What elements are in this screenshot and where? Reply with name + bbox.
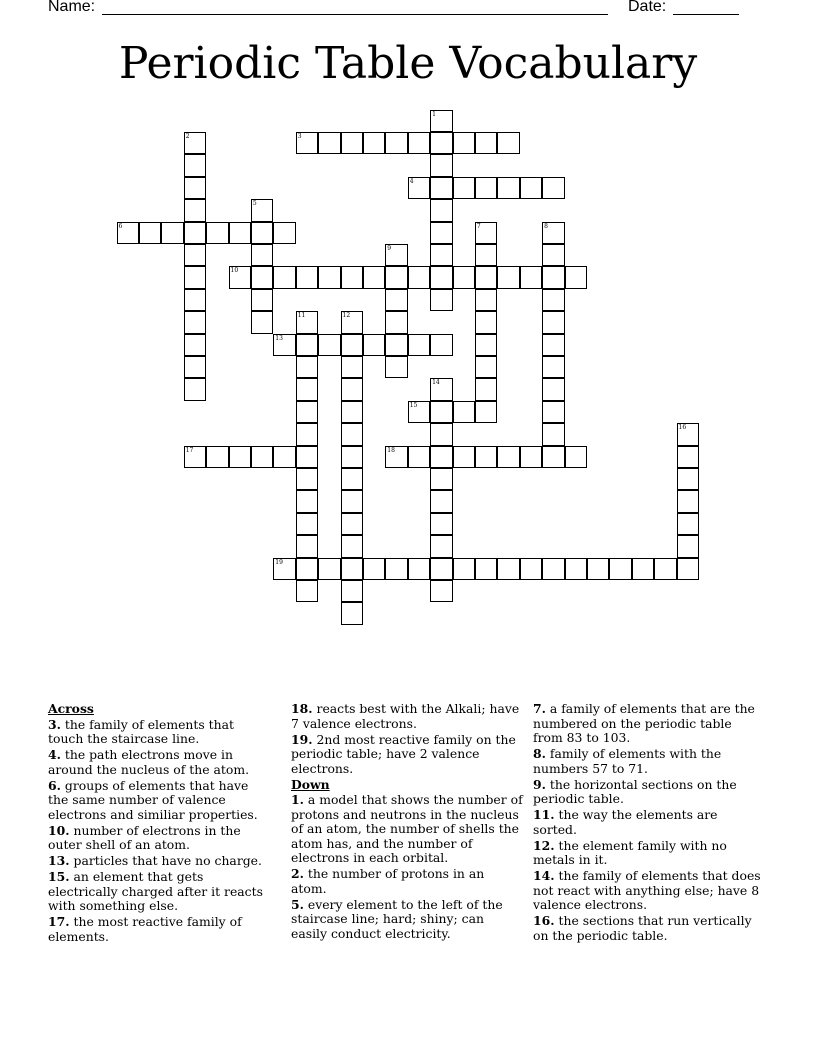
grid-cell[interactable] bbox=[139, 222, 162, 245]
grid-cell[interactable] bbox=[565, 266, 588, 289]
clue-number-label: 8 bbox=[544, 222, 548, 230]
grid-cell[interactable] bbox=[542, 423, 565, 446]
clue-text: the sections that run vertically on the periodic table. bbox=[533, 913, 752, 943]
grid-cell[interactable] bbox=[430, 423, 453, 446]
grid-cell[interactable] bbox=[542, 356, 565, 379]
grid-cell[interactable] bbox=[296, 266, 319, 289]
clues-column-3 bbox=[533, 702, 763, 945]
grid-cell[interactable] bbox=[430, 490, 453, 513]
grid-cell[interactable] bbox=[318, 334, 341, 357]
grid-cell[interactable] bbox=[184, 356, 207, 379]
clue-number-label: 14 bbox=[432, 379, 440, 387]
grid-cell[interactable] bbox=[363, 558, 386, 581]
grid-cell[interactable] bbox=[296, 513, 319, 536]
clue-text: groups of elements that have the same number of valence electrons and similiar properties. bbox=[48, 777, 258, 822]
grid-cell[interactable] bbox=[609, 558, 632, 581]
grid-cell[interactable] bbox=[341, 602, 364, 625]
clue-number-label: 6 bbox=[118, 222, 123, 230]
grid-cell[interactable] bbox=[341, 266, 364, 289]
grid-cell[interactable] bbox=[385, 132, 408, 155]
grid-cell[interactable] bbox=[520, 558, 543, 581]
grid-cell[interactable] bbox=[184, 154, 207, 177]
grid-cell[interactable] bbox=[475, 558, 498, 581]
grid-cell[interactable] bbox=[453, 177, 476, 200]
grid-cell[interactable] bbox=[497, 446, 520, 469]
clue-text: a family of elements that are the numbered on the periodic table from 83 to 103. bbox=[533, 701, 755, 745]
clue-number: 10. bbox=[48, 822, 70, 838]
clue-number: 1. bbox=[291, 792, 304, 807]
clue-number-label: 7 bbox=[476, 222, 481, 230]
grid-cell[interactable] bbox=[430, 513, 453, 536]
grid-cell[interactable] bbox=[677, 490, 700, 513]
grid-cell[interactable] bbox=[475, 334, 498, 357]
grid-cell[interactable] bbox=[475, 266, 498, 289]
clue-number: 17. bbox=[48, 914, 70, 929]
grid-cell[interactable] bbox=[341, 446, 364, 469]
clue-across-4 bbox=[48, 748, 270, 777]
clue-text: a model that shows the number of protons and neutrons in the nucleus of an atom, the number of shells the atom has, and the number of electrons in each orbital. bbox=[291, 792, 523, 865]
clue-across-15 bbox=[48, 870, 270, 914]
clue-number: 14. bbox=[533, 868, 555, 883]
grid-cell[interactable] bbox=[318, 558, 341, 581]
grid-cell[interactable] bbox=[408, 132, 431, 155]
clues-column-2 bbox=[291, 702, 523, 943]
grid-cell[interactable] bbox=[184, 199, 207, 222]
clue-text: an element that gets electrically charged after it reacts with something else. bbox=[48, 869, 263, 913]
grid-cell[interactable] bbox=[341, 580, 364, 603]
clue-down-7 bbox=[533, 702, 763, 746]
grid-cell[interactable] bbox=[296, 490, 319, 513]
clue-down-2 bbox=[291, 867, 523, 896]
clue-number-label: 1 bbox=[432, 110, 436, 118]
grid-cell[interactable] bbox=[341, 535, 364, 558]
grid-cell[interactable] bbox=[184, 266, 207, 289]
grid-cell[interactable] bbox=[587, 558, 610, 581]
clue-number-label: 17 bbox=[185, 446, 194, 454]
grid-cell[interactable] bbox=[385, 558, 408, 581]
grid-cell[interactable] bbox=[363, 132, 386, 155]
clue-number-label: 18 bbox=[387, 446, 395, 454]
grid-cell[interactable] bbox=[296, 535, 319, 558]
clue-number: 16. bbox=[533, 913, 555, 928]
grid-cell[interactable] bbox=[296, 423, 319, 446]
clue-text: the family of elements that does not react with anything else; have 8 valence electrons. bbox=[533, 868, 761, 912]
clue-text: reacts best with the Alkali; have 7 valence electrons. bbox=[291, 701, 520, 731]
grid-cell[interactable] bbox=[341, 490, 364, 513]
clue-number-label: 12 bbox=[342, 312, 351, 320]
page-title: Periodic Table Vocabulary bbox=[118, 38, 698, 89]
grid-cell[interactable] bbox=[251, 289, 274, 312]
grid-cell[interactable] bbox=[475, 132, 498, 155]
grid-cell[interactable] bbox=[206, 446, 229, 469]
clue-number: 6. bbox=[48, 777, 61, 793]
grid-cell[interactable] bbox=[296, 334, 319, 357]
clue-number-label: 2 bbox=[185, 132, 190, 140]
grid-cell[interactable] bbox=[542, 446, 565, 469]
clue-number: 11. bbox=[533, 807, 555, 822]
clues-column-1 bbox=[48, 702, 270, 946]
clue-across-17 bbox=[48, 915, 270, 944]
grid-cell[interactable] bbox=[251, 244, 274, 267]
grid-cell[interactable] bbox=[430, 199, 453, 222]
grid-cell[interactable] bbox=[430, 154, 453, 177]
grid-cell[interactable] bbox=[184, 334, 207, 357]
grid-cell[interactable] bbox=[296, 580, 319, 603]
grid-cell[interactable] bbox=[453, 558, 476, 581]
grid-cell[interactable] bbox=[341, 423, 364, 446]
grid-cell[interactable] bbox=[430, 558, 453, 581]
grid-cell[interactable] bbox=[229, 446, 252, 469]
grid-cell[interactable] bbox=[520, 177, 543, 200]
grid-cell[interactable] bbox=[542, 177, 565, 200]
grid-cell[interactable] bbox=[385, 289, 408, 312]
clue-number: 8. bbox=[533, 746, 546, 761]
grid-cell[interactable] bbox=[184, 311, 207, 334]
grid-cell[interactable] bbox=[497, 132, 520, 155]
grid-cell[interactable] bbox=[430, 580, 453, 603]
grid-cell[interactable] bbox=[341, 334, 364, 357]
clue-down-12 bbox=[533, 839, 763, 868]
grid-cell[interactable] bbox=[229, 222, 252, 245]
clue-text: the way the elements are sorted. bbox=[533, 807, 718, 837]
clue-down-1 bbox=[291, 793, 523, 866]
clue-text: family of elements with the numbers 57 to 71. bbox=[533, 746, 722, 776]
grid-cell[interactable] bbox=[408, 334, 431, 357]
grid-cell[interactable] bbox=[475, 401, 498, 424]
grid-cell[interactable] bbox=[430, 132, 453, 155]
grid-cell[interactable] bbox=[542, 266, 565, 289]
grid-cell[interactable] bbox=[363, 266, 386, 289]
clue-number-label: 16 bbox=[678, 424, 687, 432]
grid-cell[interactable] bbox=[497, 266, 520, 289]
clue-down-11 bbox=[533, 808, 763, 837]
grid-cell[interactable] bbox=[430, 244, 453, 267]
grid-cell[interactable] bbox=[475, 446, 498, 469]
grid-cell[interactable] bbox=[453, 132, 476, 155]
grid-cell[interactable] bbox=[542, 401, 565, 424]
clue-number-label: 10 bbox=[230, 267, 239, 275]
clue-number-label: 15 bbox=[409, 401, 418, 409]
clue-across-19 bbox=[291, 733, 523, 777]
grid-cell[interactable] bbox=[251, 446, 274, 469]
clue-number: 5. bbox=[291, 896, 304, 912]
grid-cell[interactable] bbox=[453, 401, 476, 424]
clue-down-5 bbox=[291, 898, 523, 942]
grid-cell[interactable] bbox=[296, 468, 319, 491]
grid-cell[interactable] bbox=[430, 446, 453, 469]
grid-cell[interactable] bbox=[385, 334, 408, 357]
grid-cell[interactable] bbox=[296, 558, 319, 581]
clue-number: 9. bbox=[533, 776, 546, 792]
grid-cell[interactable] bbox=[430, 535, 453, 558]
grid-cell[interactable] bbox=[632, 558, 655, 581]
grid-cell[interactable] bbox=[184, 378, 207, 401]
clue-text: the element family with no metals in it. bbox=[533, 837, 727, 867]
clue-across-10 bbox=[48, 824, 270, 853]
grid-cell[interactable] bbox=[273, 446, 296, 469]
grid-cell[interactable] bbox=[341, 558, 364, 581]
clue-number-label: 3 bbox=[297, 132, 302, 140]
grid-cell[interactable] bbox=[430, 468, 453, 491]
grid-cell[interactable] bbox=[184, 177, 207, 200]
grid-cell[interactable] bbox=[677, 446, 700, 469]
date-label: Date: bbox=[628, 0, 667, 15]
clue-number-label: 5 bbox=[252, 200, 257, 208]
grid-cell[interactable] bbox=[542, 558, 565, 581]
grid-cell[interactable] bbox=[430, 177, 453, 200]
grid-cell[interactable] bbox=[273, 266, 296, 289]
grid-cell[interactable] bbox=[430, 401, 453, 424]
clue-down-8 bbox=[533, 747, 763, 776]
grid-cell[interactable] bbox=[184, 222, 207, 245]
grid-cell[interactable] bbox=[565, 558, 588, 581]
grid-cell[interactable] bbox=[497, 558, 520, 581]
grid-cell[interactable] bbox=[542, 244, 565, 267]
grid-cell[interactable] bbox=[475, 356, 498, 379]
grid-cell[interactable] bbox=[184, 244, 207, 267]
clue-down-14 bbox=[533, 869, 763, 913]
grid-cell[interactable] bbox=[341, 356, 364, 379]
grid-cell[interactable] bbox=[296, 356, 319, 379]
clue-number: 3. bbox=[48, 716, 61, 732]
down-heading: Down bbox=[291, 776, 330, 792]
grid-cell[interactable] bbox=[475, 177, 498, 200]
grid-cell[interactable] bbox=[273, 222, 296, 245]
grid-cell[interactable] bbox=[341, 513, 364, 536]
grid-cell[interactable] bbox=[385, 266, 408, 289]
clue-number: 13. bbox=[48, 853, 70, 868]
grid-cell[interactable] bbox=[677, 535, 700, 558]
grid-cell[interactable] bbox=[542, 378, 565, 401]
grid-cell[interactable] bbox=[677, 468, 700, 491]
grid-cell[interactable] bbox=[453, 446, 476, 469]
grid-cell[interactable] bbox=[251, 266, 274, 289]
grid-cell[interactable] bbox=[677, 558, 700, 581]
clue-across-6 bbox=[48, 779, 270, 823]
clue-across-13 bbox=[48, 854, 270, 869]
grid-cell[interactable] bbox=[475, 378, 498, 401]
grid-cell[interactable] bbox=[341, 378, 364, 401]
grid-cell[interactable] bbox=[341, 132, 364, 155]
clue-text: every element to the left of the staircase line; hard; shiny; can easily conduct electricity. bbox=[291, 896, 503, 941]
grid-cell[interactable] bbox=[161, 222, 184, 245]
grid-cell[interactable] bbox=[430, 222, 453, 245]
grid-cell[interactable] bbox=[475, 289, 498, 312]
grid-cell[interactable] bbox=[385, 356, 408, 379]
grid-cell[interactable] bbox=[251, 222, 274, 245]
grid-cell[interactable] bbox=[408, 558, 431, 581]
grid-cell[interactable] bbox=[475, 311, 498, 334]
clue-number: 19. bbox=[291, 731, 313, 747]
grid-cell[interactable] bbox=[542, 334, 565, 357]
clue-text: the most reactive family of elements. bbox=[48, 914, 242, 944]
clue-number: 12. bbox=[533, 837, 555, 853]
grid-cell[interactable] bbox=[542, 289, 565, 312]
clue-number-label: 11 bbox=[297, 312, 306, 320]
grid-cell[interactable] bbox=[520, 266, 543, 289]
grid-cell[interactable] bbox=[408, 446, 431, 469]
grid-cell[interactable] bbox=[565, 446, 588, 469]
grid-cell[interactable] bbox=[341, 468, 364, 491]
clue-number-label: 4 bbox=[409, 177, 414, 185]
grid-cell[interactable] bbox=[542, 311, 565, 334]
clue-across-18 bbox=[291, 702, 523, 731]
grid-cell[interactable] bbox=[206, 222, 229, 245]
name-label: Name: bbox=[48, 0, 96, 15]
grid-cell[interactable] bbox=[318, 266, 341, 289]
across-heading: Across bbox=[48, 701, 94, 716]
grid-cell[interactable] bbox=[520, 446, 543, 469]
clue-number-label: 19 bbox=[275, 558, 283, 566]
clue-text: the number of protons in an atom. bbox=[291, 866, 485, 896]
grid-cell[interactable] bbox=[430, 289, 453, 312]
clue-number: 18. bbox=[291, 701, 313, 716]
grid-cell[interactable] bbox=[184, 289, 207, 312]
grid-cell[interactable] bbox=[654, 558, 677, 581]
clue-number-label: 9 bbox=[387, 244, 392, 252]
grid-cell[interactable] bbox=[296, 446, 319, 469]
clue-down-9 bbox=[533, 778, 763, 807]
clue-text: number of electrons in the outer shell of an atom. bbox=[48, 822, 241, 852]
clue-number: 4. bbox=[48, 747, 61, 762]
grid-cell[interactable] bbox=[677, 513, 700, 536]
grid-cell[interactable] bbox=[408, 266, 431, 289]
clue-text: the family of elements that touch the staircase line. bbox=[48, 716, 234, 746]
grid-cell[interactable] bbox=[318, 132, 341, 155]
grid-cell[interactable] bbox=[497, 177, 520, 200]
clue-text: the path electrons move in around the nucleus of the atom. bbox=[48, 747, 250, 777]
grid-cell[interactable] bbox=[385, 311, 408, 334]
clue-text: 2nd most reactive family on the periodic table; have 2 valence electrons. bbox=[291, 731, 516, 776]
clue-number-label: 13 bbox=[275, 334, 283, 342]
grid-cell[interactable] bbox=[296, 378, 319, 401]
grid-cell[interactable] bbox=[475, 244, 498, 267]
grid-cell[interactable] bbox=[296, 401, 319, 424]
grid-cell[interactable] bbox=[341, 401, 364, 424]
clue-number: 15. bbox=[48, 869, 70, 884]
grid-cell[interactable] bbox=[251, 311, 274, 334]
clue-number: 7. bbox=[533, 701, 546, 716]
clue-number: 2. bbox=[291, 866, 304, 881]
clue-across-3 bbox=[48, 718, 270, 747]
clue-text: particles that have no charge. bbox=[73, 853, 262, 868]
clue-down-16 bbox=[533, 914, 763, 943]
clue-text: the horizontal sections on the periodic table. bbox=[533, 776, 737, 806]
grid-cell[interactable] bbox=[453, 266, 476, 289]
grid-cell[interactable] bbox=[430, 334, 453, 357]
grid-cell[interactable] bbox=[430, 266, 453, 289]
grid-cell[interactable] bbox=[363, 334, 386, 357]
